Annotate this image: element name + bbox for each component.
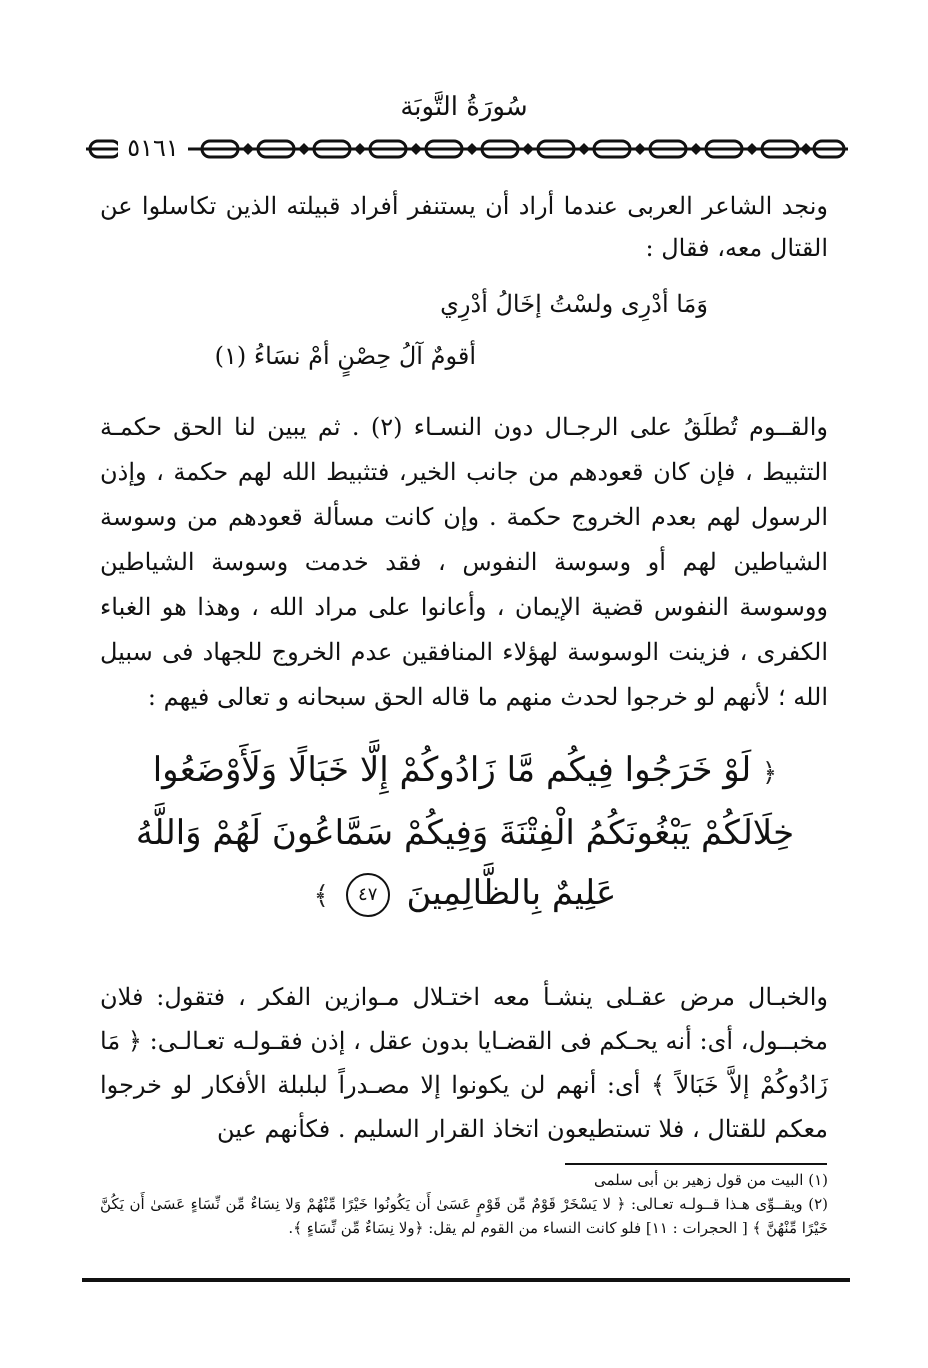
- poem-line-1: وَمَا أدْرِى ولسْتُ إخَالُ أدْرِي: [440, 290, 708, 318]
- footnote-1: (١) البيت من قول زهير بن أبى سلمى: [593, 1171, 828, 1189]
- body-paragraph-3: والخبـال مرض عقـلى ينشـأ معه اختـلال مـوازين الفكر ، فتقول: فلان مخبــول، أى: أنه يحـكم فى القضـايا بدون عقل ، إذن فقـولـه تعـالـى: ﴿ مَا زَادُوكُمْ إلاَّ خَبَالاً ﴾ أى: أنهم لن يكونوا إلا مصـدراً لبلبلة الأفكار لو خرجوا معكم للقتال ، فلا تستطيعون اتخاذ القرار السليم . فكأنهم عين: [100, 983, 828, 1143]
- footnote-divider: [565, 1163, 827, 1165]
- footnotes: [100, 1168, 828, 1240]
- ayah-number-badge: ٤٧: [346, 873, 390, 917]
- quran-close-bracket-icon: ﴾: [313, 881, 329, 911]
- page-number: ٥١٦١: [118, 134, 188, 162]
- quran-verse-text: لَوْ خَرَجُوا فِيكُم مَّا زَادُوكُمْ إِلَّا خَبَالًا وَلَأَوْضَعُوا خِلَالَكُمْ يَبْغُونَكُمُ الْفِتْنَةَ وَفِيكُمْ سَمَّاعُونَ لَهُمْ وَاللَّهُ عَلِيمٌ بِالظَّالِمِينَ: [135, 750, 795, 913]
- poem-line-2: أقومٌ آلُ حِصْنٍ أمْ نسَاءُ (١): [214, 342, 476, 370]
- quran-open-bracket-icon: ﴿: [762, 758, 778, 788]
- header-ornamental-rule: [82, 132, 852, 166]
- footnote-2: (٢) ويقــوِّى هـذا قــولـه تعـالى: ﴿ لا يَسْخَرْ قَوْمٌ مِّن قَوْمٍ عَسَىٰ أَن يَكُونُوا خَيْرًا مِّنْهُمْ وَلا نِسَاءٌ مِّن نِّسَاءٍ عَسَىٰ أَن يَكُنَّ خَيْرًا مِّنْهُنَّ ﴾ [ الحجرات : ١١] فلو كانت النساء من القوم لم يقل: ﴿ولا نِسَاءٌ مِّن نِّسَاءٍ ﴾.: [100, 1195, 828, 1237]
- page-bottom-rule: [82, 1278, 850, 1282]
- quran-verse-block: [105, 740, 825, 926]
- surah-title: سُورَةُ التَّوبَة: [400, 92, 528, 122]
- intro-paragraph: ونجد الشاعر العربى عندما أراد أن يستنفر أفراد قبيلته الذين تكاسلوا عن القتال معه، فقال :: [100, 192, 828, 262]
- body-paragraph-2: والقــوم تُطلَقُ على الرجـال دون النسـاء (٢) . ثم يبين لنا الحق حكمـة التثبيط ، فإن كان قعودهم من جانب الخير، فتثبيط الله لهم حكمة ، وإذن الرسول لهم بعدم الخروج حكمة . وإن كانت مسألة قعودهم من وسوسة الشياطين لهم أو وسوسة النفوس ، فقد خدمت وسوسة الشياطين ووسوسة النفوس قضية الإيمان ، وأعانوا على مراد الله ، وهذا هو الغباء الكفرى ، فزينت الوسوسة لهؤلاء المنافقين عدم الخروج للجهاد فى سبيل الله ؛ لأنهم لو خرجوا لحدث منهم ما قاله الحق سبحانه و تعالى فيهم :: [100, 413, 828, 711]
